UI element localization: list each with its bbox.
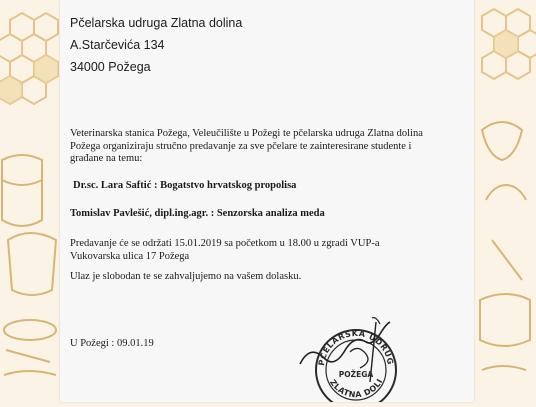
sender-address-block xyxy=(70,12,242,78)
event-details: Predavanje će se održati 15.01.2019 sa početkom u 18.00 u zgradi VUP-a Vukovarska ulica 17 Požega xyxy=(70,238,380,262)
svg-text:ZLATNA DOLINA xyxy=(292,316,385,399)
stamp-text-bottom: ZLATNA DOLI xyxy=(328,377,385,400)
sender-street: A.Starčevića 134 xyxy=(70,38,165,52)
lecture-1: Dr.sc. Lara Saftić : Bogatstvo hrvatskog propolisa xyxy=(73,180,297,191)
welcome-note: Ulaz je slobodan te se zahvaljujemo na vašem dolasku. xyxy=(70,271,302,282)
background-honey-illustration-right xyxy=(472,0,536,402)
lecture-2: Tomislav Pavlešić, dipl.ing.agr. : Senzorska analiza meda xyxy=(70,208,325,219)
stamp-city: POŽEGA xyxy=(338,370,374,379)
intro-paragraph: Veterinarska stanica Požega, Veleučilište u Požegi te pčelarska udruga Zlatna dolina Požega organiziraju stručno predavanje za sve pčelare te zainteresirane studente i građane na temu: xyxy=(70,128,423,164)
sender-city: 34000 Požega xyxy=(70,60,151,74)
stamp-text-top: PČELARSKA UDRUG xyxy=(316,328,395,367)
letter-page xyxy=(60,0,474,402)
association-stamp xyxy=(292,316,422,407)
background-honey-illustration-left xyxy=(0,0,64,402)
place-date-line: U Požegi : 09.01.19 xyxy=(70,338,154,349)
sender-name: Pčelarska udruga Zlatna dolina xyxy=(70,16,243,30)
